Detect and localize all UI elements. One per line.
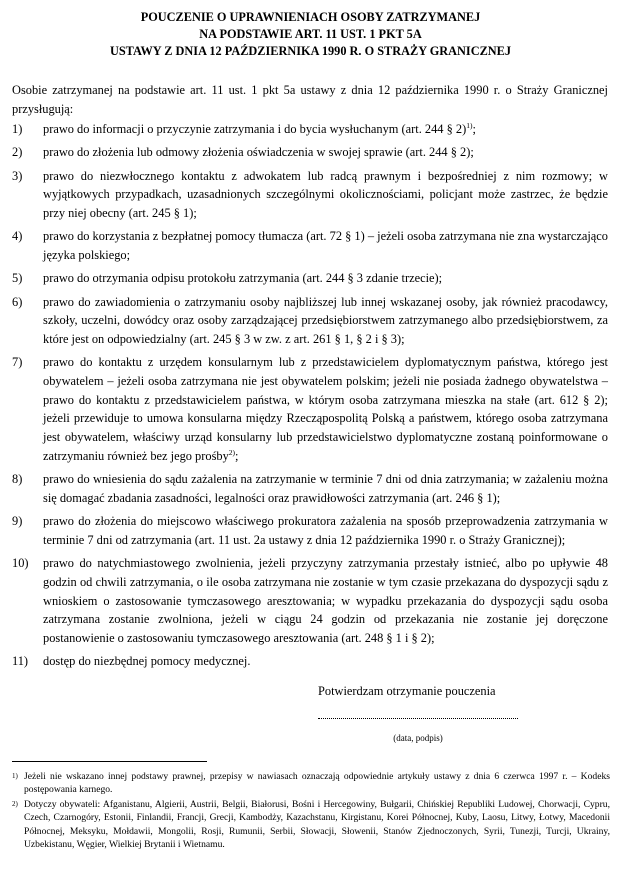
list-item bbox=[12, 353, 608, 465]
list-item-number: 8) bbox=[12, 472, 23, 487]
list-item-text: dostęp do niezbędnej pomocy medycznej. bbox=[43, 654, 251, 669]
footnote-text: Dotyczy obywateli: Afganistanu, Algierii, Austrii, Belgii, Białorusi, Bośni i Hercegowiny, Bułgarii, Chińskiej Republiki Ludowej, Chorwacji, Cypru, Czech, Czarnogóry, Estonii, Finlandii, Francji, Grecji, Kambodży, Kazachstanu, Kirgistanu, Korei Północnej, Kuby, Laosu, Litwy, Łotwy, Macedonii Północnej, Meksyku, Mołdawii, Mongolii, Rosji, Rumunii, Serbii, Słowacji, Słowenii, Stanów Zjednoczonych, Syrii, Tunezji, Turcji, Ukrainy, Uzbekistanu, Węgier, Wielkiej Brytanii i Wietnamu. bbox=[24, 798, 610, 851]
list-item-text: prawo do zawiadomienia o zatrzymaniu osoby najbliższej lub innej wskazanej osoby, jak również pracodawcy, szkoły, uczelni, dowódcy oraz osoby zarządzającej przedsiębiorstwem zatrzymanego albo przedsiębiorstwem, za które jest on odpowiedzialny (art. 245 § 3 w zw. z art. 261 § 1, § 2 i § 3); bbox=[43, 294, 608, 346]
signature-line bbox=[318, 718, 518, 719]
list-item bbox=[12, 554, 608, 648]
list-item-number: 3) bbox=[12, 168, 23, 183]
title-line-3: USTAWY Z DNIA 12 PAŹDZIERNIKA 1990 R. O STRAŻY GRANICZNEJ bbox=[109, 44, 512, 58]
list-item-number: 11) bbox=[12, 654, 29, 669]
list-item bbox=[12, 652, 608, 671]
title-line-1: POUCZENIE O UPRAWNIENIACH OSOBY ZATRZYMANEJ bbox=[140, 10, 481, 24]
footnote bbox=[12, 798, 610, 852]
list-item bbox=[12, 512, 608, 549]
list-item-text: prawo do otrzymania odpisu protokołu zatrzymania (art. 244 § 3 zdanie trzecie); bbox=[43, 271, 443, 286]
list-item-number: 9) bbox=[12, 514, 23, 529]
list-item-text: prawo do kontaktu z urzędem konsularnym lub z przedstawicielem dyplomatycznym państwa, którego jest obywatelem – jeżeli osoba zatrzymana nie jest obywatelem polskim; jeżeli nie posiada żadnego obywatelstwa – prawo do kontaktu z przedstawicielem państwa, w którym osoba zatrzymana mieszka na stałe (art. 612 § 2); jeżeli przewiduje to umowa konsularna między Rzecząpospolitą Polską a państwem, którego osoba zatrzymana jest obywatelem, właściwy urząd konsularny lub przedstawicielstwo dyplomatyczne zostaną poinformowane o zatrzymaniu również bez jego prośby bbox=[43, 355, 608, 463]
document-title bbox=[40, 9, 581, 60]
confirmation-text: Potwierdzam otrzymanie pouczenia bbox=[318, 684, 496, 698]
list-item-number: 5) bbox=[12, 271, 23, 286]
list-item-punctuation: ; bbox=[472, 122, 476, 136]
list-item-number: 10) bbox=[12, 556, 29, 571]
footnote-divider bbox=[12, 761, 207, 762]
list-item-text: prawo do złożenia lub odmowy złożenia oświadczenia w swojej sprawie (art. 244 § 2); bbox=[43, 145, 474, 160]
list-item bbox=[12, 120, 608, 139]
list-item-number: 4) bbox=[12, 229, 23, 244]
list-item-text: prawo do informacji o przyczynie zatrzymania i do bycia wysłuchanym (art. 244 § 2) bbox=[43, 122, 467, 136]
footnote-mark: 2) bbox=[12, 799, 18, 808]
list-item bbox=[12, 167, 608, 223]
list-item-text: prawo do złożenia do miejscowo właściwego prokuratora zażalenia na sposób przeprowadzenia zatrzymania w terminie 7 dni od zatrzymania (art. 11 ust. 2a ustawy z dnia 12 października 1990 r. o Straży Granicznej); bbox=[43, 514, 608, 547]
footnote-reference: 1) bbox=[466, 121, 473, 130]
list-item-number: 2) bbox=[12, 145, 23, 160]
footnote-reference: 2) bbox=[228, 447, 236, 457]
footnote-mark: 1) bbox=[12, 772, 18, 780]
list-item-text: prawo do niezwłocznego kontaktu z adwokatem lub radcą prawnym i bezpośredniej z nim rozmowy; w wyjątkowych przypadkach, uzasadnionych szczególnymi okolicznościami, policjant może zastrzec, że będzie przy niej obecny (art. 245 § 1); bbox=[43, 168, 608, 220]
list-item bbox=[12, 227, 608, 264]
intro-paragraph: Osobie zatrzymanej na podstawie art. 11 ust. 1 pkt 5a ustawy z dnia 12 października 1990 r. o Straży Granicznej przysługują: bbox=[12, 83, 608, 116]
signature-caption: (data, podpis) bbox=[393, 733, 443, 743]
list-item-number: 6) bbox=[12, 294, 23, 309]
list-item-number: 7) bbox=[12, 355, 23, 370]
list-item-number: 1) bbox=[12, 122, 23, 136]
rights-list bbox=[12, 120, 608, 676]
list-item-text: prawo do wniesienia do sądu zażalenia na zatrzymanie w terminie 7 dni od dnia zatrzymania; w zażaleniu można się domagać zbadania zasadności, legalności oraz prawidłowości zatrzymania (art. 246 § 1); bbox=[43, 472, 608, 505]
footnote bbox=[12, 770, 610, 797]
list-item-punctuation: ; bbox=[235, 448, 239, 463]
list-item bbox=[12, 293, 608, 349]
footnote-text: Jeżeli nie wskazano innej podstawy prawnej, przepisy w nawiasach oznaczają odpowiednie artykuły ustawy z dnia 6 czerwca 1997 r. – Kodeks postępowania karnego. bbox=[24, 771, 610, 796]
footnotes bbox=[12, 770, 610, 852]
list-item-text: prawo do natychmiastowego zwolnienia, jeżeli przyczyny zatrzymania przestały istnieć, albo po upływie 48 godzin od chwili zatrzymania, o ile osoba zatrzymana nie zostanie w tym czasie przekazana do dyspozycji sądu z wnioskiem o zastosowanie tymczasowego aresztowania; w wypadku przekazania do dyspozycji sądu osoba zatrzymana zostanie zwolniona, jeżeli w ciągu 24 godzin od przekazania nie zostanie jej doręczone postanowienie o zastosowaniu tymczasowego aresztowania (art. 248 § 1 i § 2); bbox=[43, 556, 608, 645]
list-item-text: prawo do korzystania z bezpłatnej pomocy tłumacza (art. 72 § 1) – jeżeli osoba zatrzymana nie zna wystarczająco języka polskiego; bbox=[43, 229, 608, 262]
list-item bbox=[12, 143, 608, 162]
list-item bbox=[12, 470, 608, 507]
list-item bbox=[12, 269, 608, 288]
title-line-2: NA PODSTAWIE ART. 11 UST. 1 PKT 5A bbox=[199, 27, 422, 41]
